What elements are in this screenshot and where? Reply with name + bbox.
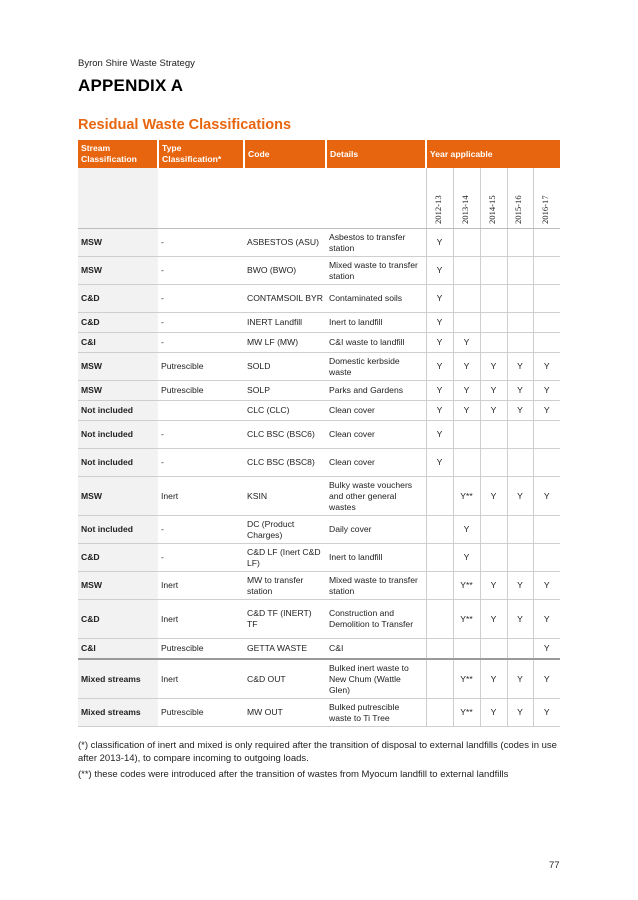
year-applicable-cell	[533, 229, 560, 257]
table-row	[78, 313, 560, 333]
details-cell: Asbestos to transfer station	[326, 229, 426, 257]
year-applicable-cell	[480, 516, 507, 544]
code-cell: BWO (BWO)	[244, 257, 326, 285]
section-title: Residual Waste Classifications	[78, 117, 292, 133]
table-row	[78, 516, 560, 544]
year-applicable-cell: Y**	[453, 659, 480, 699]
code-cell: KSIN	[244, 477, 326, 516]
stream-cell: C&I	[78, 333, 158, 353]
table-row	[78, 401, 560, 421]
year-applicable-cell: Y	[426, 353, 453, 381]
code-cell: CLC BSC (BSC8)	[244, 449, 326, 477]
year-applicable-cell	[453, 285, 480, 313]
stream-cell: MSW	[78, 572, 158, 600]
year-applicable-cell	[426, 516, 453, 544]
year-applicable-cell	[426, 659, 453, 699]
code-cell: C&D OUT	[244, 659, 326, 699]
year-applicable-cell	[507, 639, 533, 660]
col-type-header: Type Classification*	[158, 140, 244, 168]
year-label: 2016-17	[539, 195, 550, 224]
details-cell: Bulked inert waste to New Chum (Wattle Glen)	[326, 659, 426, 699]
stream-cell: MSW	[78, 353, 158, 381]
table-row	[78, 257, 560, 285]
code-cell: MW LF (MW)	[244, 333, 326, 353]
details-cell: Contaminated soils	[326, 285, 426, 313]
code-cell: SOLD	[244, 353, 326, 381]
year-applicable-cell: Y	[533, 572, 560, 600]
year-applicable-cell: Y**	[453, 477, 480, 516]
details-cell: Clean cover	[326, 449, 426, 477]
year-applicable-cell: Y	[507, 353, 533, 381]
page-number: 77	[549, 860, 560, 871]
table-row	[78, 544, 560, 572]
code-cell: C&D TF (INERT) TF	[244, 600, 326, 639]
year-applicable-cell: Y	[453, 516, 480, 544]
details-cell: Parks and Gardens	[326, 381, 426, 401]
year-applicable-cell: Y	[426, 421, 453, 449]
year-applicable-cell: Y	[480, 477, 507, 516]
type-cell: -	[158, 313, 244, 333]
year-applicable-cell	[480, 333, 507, 353]
details-cell: Inert to landfill	[326, 544, 426, 572]
year-applicable-cell: Y	[533, 401, 560, 421]
year-applicable-cell: Y	[480, 699, 507, 727]
year-applicable-cell: Y	[533, 477, 560, 516]
year-label: 2013-14	[459, 195, 470, 224]
type-cell: Putrescible	[158, 699, 244, 727]
stream-cell: C&D	[78, 600, 158, 639]
year-label: 2012-13	[432, 195, 443, 224]
stream-cell: C&D	[78, 285, 158, 313]
details-cell: Bulked putrescible waste to Ti Tree	[326, 699, 426, 727]
stream-cell: MSW	[78, 381, 158, 401]
stream-cell: Not included	[78, 516, 158, 544]
code-cell: SOLP	[244, 381, 326, 401]
year-applicable-cell: Y	[507, 600, 533, 639]
year-applicable-cell: Y	[507, 659, 533, 699]
year-applicable-cell: Y	[533, 381, 560, 401]
year-applicable-cell: Y	[453, 353, 480, 381]
details-cell: C&I	[326, 639, 426, 660]
year-applicable-cell	[453, 449, 480, 477]
details-cell: Domestic kerbside waste	[326, 353, 426, 381]
table-row	[78, 572, 560, 600]
year-applicable-cell	[507, 421, 533, 449]
page-title: APPENDIX A	[78, 76, 184, 95]
table-row	[78, 639, 560, 660]
year-applicable-cell	[507, 516, 533, 544]
year-applicable-cell	[453, 313, 480, 333]
year-applicable-cell	[480, 313, 507, 333]
year-applicable-cell	[453, 421, 480, 449]
year-applicable-cell	[507, 229, 533, 257]
table-row	[78, 285, 560, 313]
year-applicable-cell: Y	[480, 381, 507, 401]
year-applicable-cell: Y	[533, 353, 560, 381]
year-label: 2014-15	[486, 195, 497, 224]
year-applicable-cell: Y	[480, 401, 507, 421]
year-applicable-cell	[507, 544, 533, 572]
year-applicable-cell: Y	[480, 600, 507, 639]
type-cell: Putrescible	[158, 353, 244, 381]
type-cell: -	[158, 516, 244, 544]
year-applicable-cell	[480, 229, 507, 257]
year-applicable-cell: Y	[426, 381, 453, 401]
year-applicable-cell: Y	[426, 285, 453, 313]
code-cell: MW OUT	[244, 699, 326, 727]
code-cell: CLC BSC (BSC6)	[244, 421, 326, 449]
stream-cell: C&D	[78, 313, 158, 333]
stream-cell: MSW	[78, 229, 158, 257]
type-cell	[158, 401, 244, 421]
table-row	[78, 353, 560, 381]
year-applicable-cell	[426, 572, 453, 600]
year-applicable-cell	[453, 229, 480, 257]
table-row	[78, 449, 560, 477]
details-cell: Construction and Demolition to Transfer	[326, 600, 426, 639]
type-cell: Inert	[158, 477, 244, 516]
col-details-header: Details	[326, 140, 426, 168]
year-applicable-cell: Y	[453, 381, 480, 401]
table-row	[78, 333, 560, 353]
year-applicable-cell: Y	[480, 353, 507, 381]
year-applicable-cell: Y	[453, 333, 480, 353]
code-cell: INERT Landfill	[244, 313, 326, 333]
code-cell: MW to transfer station	[244, 572, 326, 600]
year-applicable-cell	[507, 313, 533, 333]
details-cell: Inert to landfill	[326, 313, 426, 333]
year-applicable-cell: Y	[533, 659, 560, 699]
year-applicable-cell: Y	[507, 401, 533, 421]
year-applicable-cell	[453, 257, 480, 285]
year-applicable-cell: Y	[507, 699, 533, 727]
type-cell: -	[158, 449, 244, 477]
year-applicable-cell	[507, 449, 533, 477]
year-applicable-cell: Y	[533, 639, 560, 660]
year-applicable-cell: Y	[533, 699, 560, 727]
code-cell: ASBESTOS (ASU)	[244, 229, 326, 257]
footnote-double-asterisk: (**) these codes were introduced after the transition of wastes from Myocum landfill to external landfills	[78, 769, 509, 780]
stream-cell: Not included	[78, 401, 158, 421]
year-applicable-cell	[426, 600, 453, 639]
year-applicable-cell: Y	[426, 229, 453, 257]
year-applicable-cell: Y**	[453, 572, 480, 600]
year-applicable-cell: Y	[426, 401, 453, 421]
details-cell: Daily cover	[326, 516, 426, 544]
year-applicable-cell: Y	[480, 572, 507, 600]
year-applicable-cell	[426, 477, 453, 516]
year-applicable-cell	[480, 544, 507, 572]
year-applicable-cell	[480, 639, 507, 660]
code-cell: CONTAMSOIL BYR	[244, 285, 326, 313]
year-applicable-cell: Y	[426, 333, 453, 353]
table-row	[78, 699, 560, 727]
type-cell: Inert	[158, 600, 244, 639]
year-applicable-cell: Y	[533, 600, 560, 639]
table-row	[78, 381, 560, 401]
stream-cell: Mixed streams	[78, 659, 158, 699]
year-applicable-cell	[533, 449, 560, 477]
year-applicable-cell	[533, 257, 560, 285]
year-applicable-cell	[507, 333, 533, 353]
table-row	[78, 477, 560, 516]
year-applicable-cell	[453, 639, 480, 660]
details-cell: Clean cover	[326, 421, 426, 449]
year-applicable-cell: Y	[453, 544, 480, 572]
year-applicable-cell	[533, 544, 560, 572]
table-row	[78, 229, 560, 257]
type-cell: Inert	[158, 659, 244, 699]
type-cell: -	[158, 544, 244, 572]
year-applicable-cell	[426, 699, 453, 727]
year-applicable-cell	[533, 421, 560, 449]
code-cell: DC (Product Charges)	[244, 516, 326, 544]
year-applicable-cell: Y	[426, 313, 453, 333]
col-stream-header: Stream Classification	[78, 140, 158, 168]
stream-cell: MSW	[78, 257, 158, 285]
year-applicable-cell: Y	[426, 449, 453, 477]
year-applicable-cell	[426, 639, 453, 660]
year-applicable-cell	[480, 285, 507, 313]
table-row	[78, 421, 560, 449]
footnote-single-asterisk: (*) classification of inert and mixed is only required after the transition of disposal to external landfills (codes in use after 2013-14), to compare incoming to outgoing loads.	[78, 740, 557, 764]
type-cell: -	[158, 257, 244, 285]
table-row	[78, 600, 560, 639]
year-applicable-cell	[533, 285, 560, 313]
col-year-header: Year applicable	[426, 140, 560, 168]
year-label: 2015-16	[513, 195, 523, 224]
year-applicable-cell	[480, 421, 507, 449]
type-cell: -	[158, 229, 244, 257]
stream-cell: C&D	[78, 544, 158, 572]
stream-cell: C&I	[78, 639, 158, 660]
col-code-header: Code	[244, 140, 326, 168]
classification-table	[78, 140, 560, 727]
stream-cell: Not included	[78, 449, 158, 477]
details-cell: Bulky waste vouchers and other general wastes	[326, 477, 426, 516]
type-cell: -	[158, 285, 244, 313]
type-cell: Inert	[158, 572, 244, 600]
year-applicable-cell	[533, 333, 560, 353]
year-applicable-cell	[533, 313, 560, 333]
year-applicable-cell	[480, 449, 507, 477]
code-cell: C&D LF (Inert C&D LF)	[244, 544, 326, 572]
year-applicable-cell	[426, 544, 453, 572]
year-applicable-cell: Y	[453, 401, 480, 421]
year-applicable-cell: Y	[480, 659, 507, 699]
year-applicable-cell: Y	[507, 477, 533, 516]
year-applicable-cell: Y	[426, 257, 453, 285]
year-applicable-cell: Y**	[453, 699, 480, 727]
details-cell: C&I waste to landfill	[326, 333, 426, 353]
stream-cell: Not included	[78, 421, 158, 449]
document-header: Byron Shire Waste Strategy	[78, 58, 195, 69]
type-cell: Putrescible	[158, 381, 244, 401]
type-cell: -	[158, 333, 244, 353]
details-cell: Mixed waste to transfer station	[326, 257, 426, 285]
year-applicable-cell	[507, 285, 533, 313]
code-cell: GETTA WASTE	[244, 639, 326, 660]
details-cell: Clean cover	[326, 401, 426, 421]
year-applicable-cell	[480, 257, 507, 285]
code-cell: CLC (CLC)	[244, 401, 326, 421]
year-applicable-cell: Y	[507, 572, 533, 600]
year-applicable-cell	[507, 257, 533, 285]
year-applicable-cell: Y**	[453, 600, 480, 639]
type-cell: Putrescible	[158, 639, 244, 660]
year-header-row	[78, 168, 560, 229]
stream-cell: Mixed streams	[78, 699, 158, 727]
table-row	[78, 659, 560, 699]
year-applicable-cell: Y	[507, 381, 533, 401]
details-cell: Mixed waste to transfer station	[326, 572, 426, 600]
year-applicable-cell	[533, 516, 560, 544]
type-cell: -	[158, 421, 244, 449]
stream-cell: MSW	[78, 477, 158, 516]
